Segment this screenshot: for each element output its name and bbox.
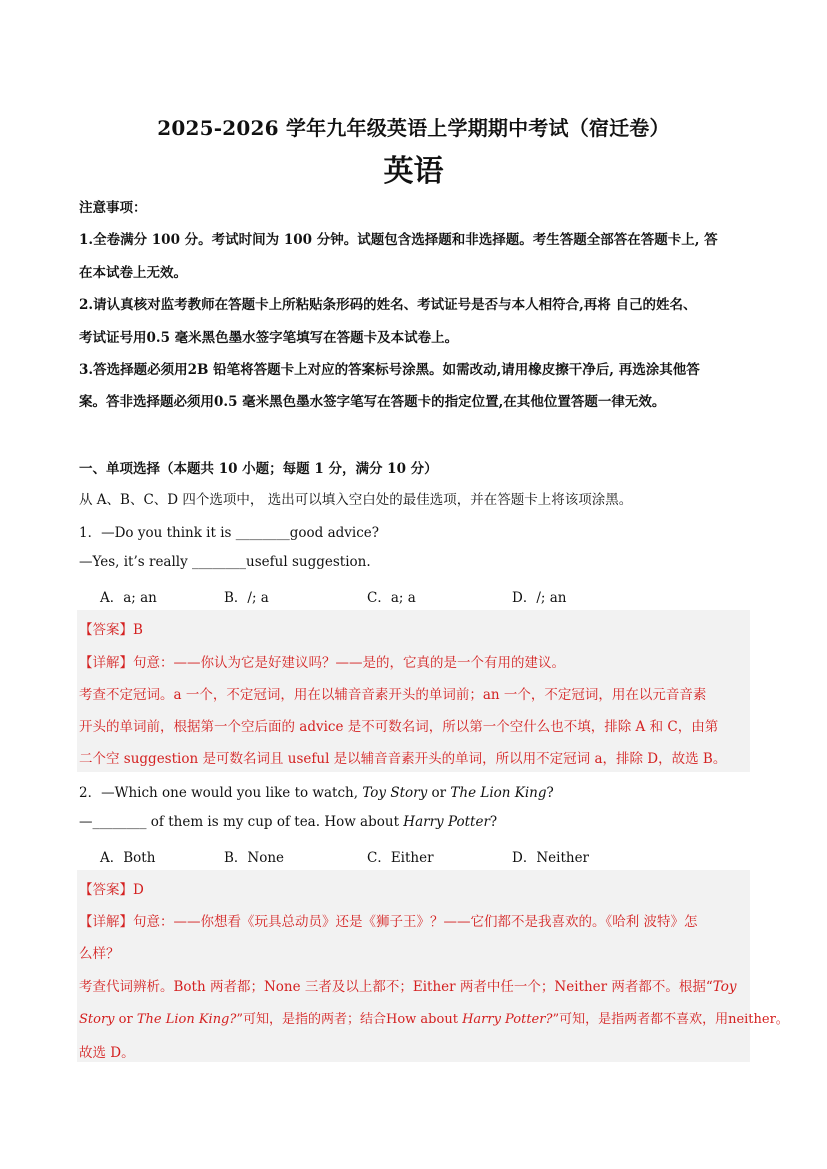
q2-analysis-text: or — [114, 1012, 137, 1027]
question-2-analysis — [79, 1008, 789, 1027]
section-heading: 一、单项选择（本题共 10 小题；每题 1 分，满分 10 分） — [79, 461, 438, 477]
q2-analysis-italic: Harry Potter? — [462, 1012, 553, 1027]
notice-line: 1.全卷满分 100 分。考试时间为 100 分钟。试题包含选择题和非选择题。考生答题全部答在答题卡上, 答 — [79, 232, 718, 248]
question-1-line-1: 1．—Do you think it is ________good advice? — [79, 525, 379, 541]
question-2-analysis — [79, 975, 737, 995]
q2-analysis-italic: Story — [79, 1012, 115, 1027]
question-2-detail: 么样？ — [79, 946, 120, 962]
q2-text: ? — [489, 814, 498, 830]
q2-analysis-italic: Toy — [712, 979, 737, 995]
notice-line: 2.请认真核对监考教师在答题卡上所粘贴条形码的姓名、考试证号是否与本人相符合,再将 自己的姓名、 — [79, 297, 697, 313]
question-1-analysis: 开头的单词前，根据第一个空后面的 advice 是不可数名词，所以第一个空什么也不填，排除 A 和 C，由第 — [79, 719, 719, 735]
q2-analysis-text: ”可知，是指两者都不喜欢，用neither。 — [552, 1012, 789, 1027]
notice-heading: 注意事项： — [79, 200, 147, 216]
question-1-option-a: A．a; an — [100, 590, 157, 606]
q2-title-toy-story: Toy Story — [362, 785, 428, 801]
q2-text: ? — [546, 785, 554, 801]
question-2-analysis: 故选 D。 — [79, 1045, 135, 1061]
q2-analysis-text: 考查代词辨析。Both 两者都；None 三者及以上都不；Either 两者中任一个；Neither 两者都不。根据“ — [79, 979, 713, 995]
question-1-line-2: —Yes, it’s really ________useful suggestion. — [79, 554, 371, 570]
notice-line: 考试证号用0.5 毫米黑色墨水签字笔填写在答题卡及本试卷上。 — [79, 330, 459, 346]
q2-analysis-text: ”可知，是指的两者；结合How about — [236, 1012, 463, 1027]
exam-title: 2025-2026 学年九年级英语上学期期中考试（宿迁卷） — [157, 116, 670, 140]
q2-text: or — [427, 785, 451, 801]
question-1-option-b: B．/; a — [224, 590, 269, 606]
q2-analysis-italic: The Lion King? — [136, 1012, 237, 1027]
notice-line: 3.答选择题必须用2B 铅笔将答题卡上对应的答案标号涂黑。如需改动,请用橡皮擦干净后, 再选涂其他答 — [79, 362, 700, 378]
question-1-option-c: C．a; a — [367, 590, 416, 606]
question-2-option-a: A．Both — [100, 850, 156, 866]
q2-title-harry-potter: Harry Potter — [403, 814, 490, 830]
question-1-answer: 【答案】B — [79, 622, 143, 638]
q2-text: —________ of them is my cup of tea. How about — [79, 814, 404, 830]
question-1-option-d: D．/; an — [512, 590, 567, 606]
question-2-option-c: C．Either — [367, 850, 434, 866]
q2-text: 2．—Which one would you like to watch, — [79, 785, 363, 801]
q2-title-lion-king: The Lion King — [450, 785, 547, 801]
answer-box-2 — [77, 870, 750, 1062]
question-2-line-1 — [79, 781, 554, 801]
question-2-option-b: B．None — [224, 850, 285, 866]
question-2-answer: 【答案】D — [79, 882, 144, 898]
question-1-analysis: 二个空 suggestion 是可数名词且 useful 是以辅音音素开头的单词，所以用不定冠词 a，排除 D，故选 B。 — [79, 751, 727, 767]
question-1-analysis: 考查不定冠词。a 一个，不定冠词，用在以辅音音素开头的单词前；an 一个，不定冠词，用在以元音音素 — [79, 687, 707, 703]
notice-line: 在本试卷上无效。 — [79, 265, 187, 281]
question-1-detail: 【详解】句意：——你认为它是好建议吗？——是的，它真的是一个有用的建议。 — [79, 655, 565, 671]
question-2-detail: 【详解】句意：——你想看《玩具总动员》还是《狮子王》？——它们都不是我喜欢的。《哈利 波特》怎 — [79, 914, 698, 930]
subject-title: 英语 — [383, 154, 444, 189]
section-instruction: 从 A、B、C、D 四个选项中， 选出可以填入空白处的最佳选项，并在答题卡上将该项涂黑。 — [79, 492, 633, 508]
question-2-line-2 — [79, 814, 497, 830]
notice-line: 案。答非选择题必须用0.5 毫米黑色墨水签字笔写在答题卡的指定位置,在其他位置答题一律无效。 — [79, 394, 666, 410]
question-2-option-d: D．Neither — [512, 850, 590, 866]
